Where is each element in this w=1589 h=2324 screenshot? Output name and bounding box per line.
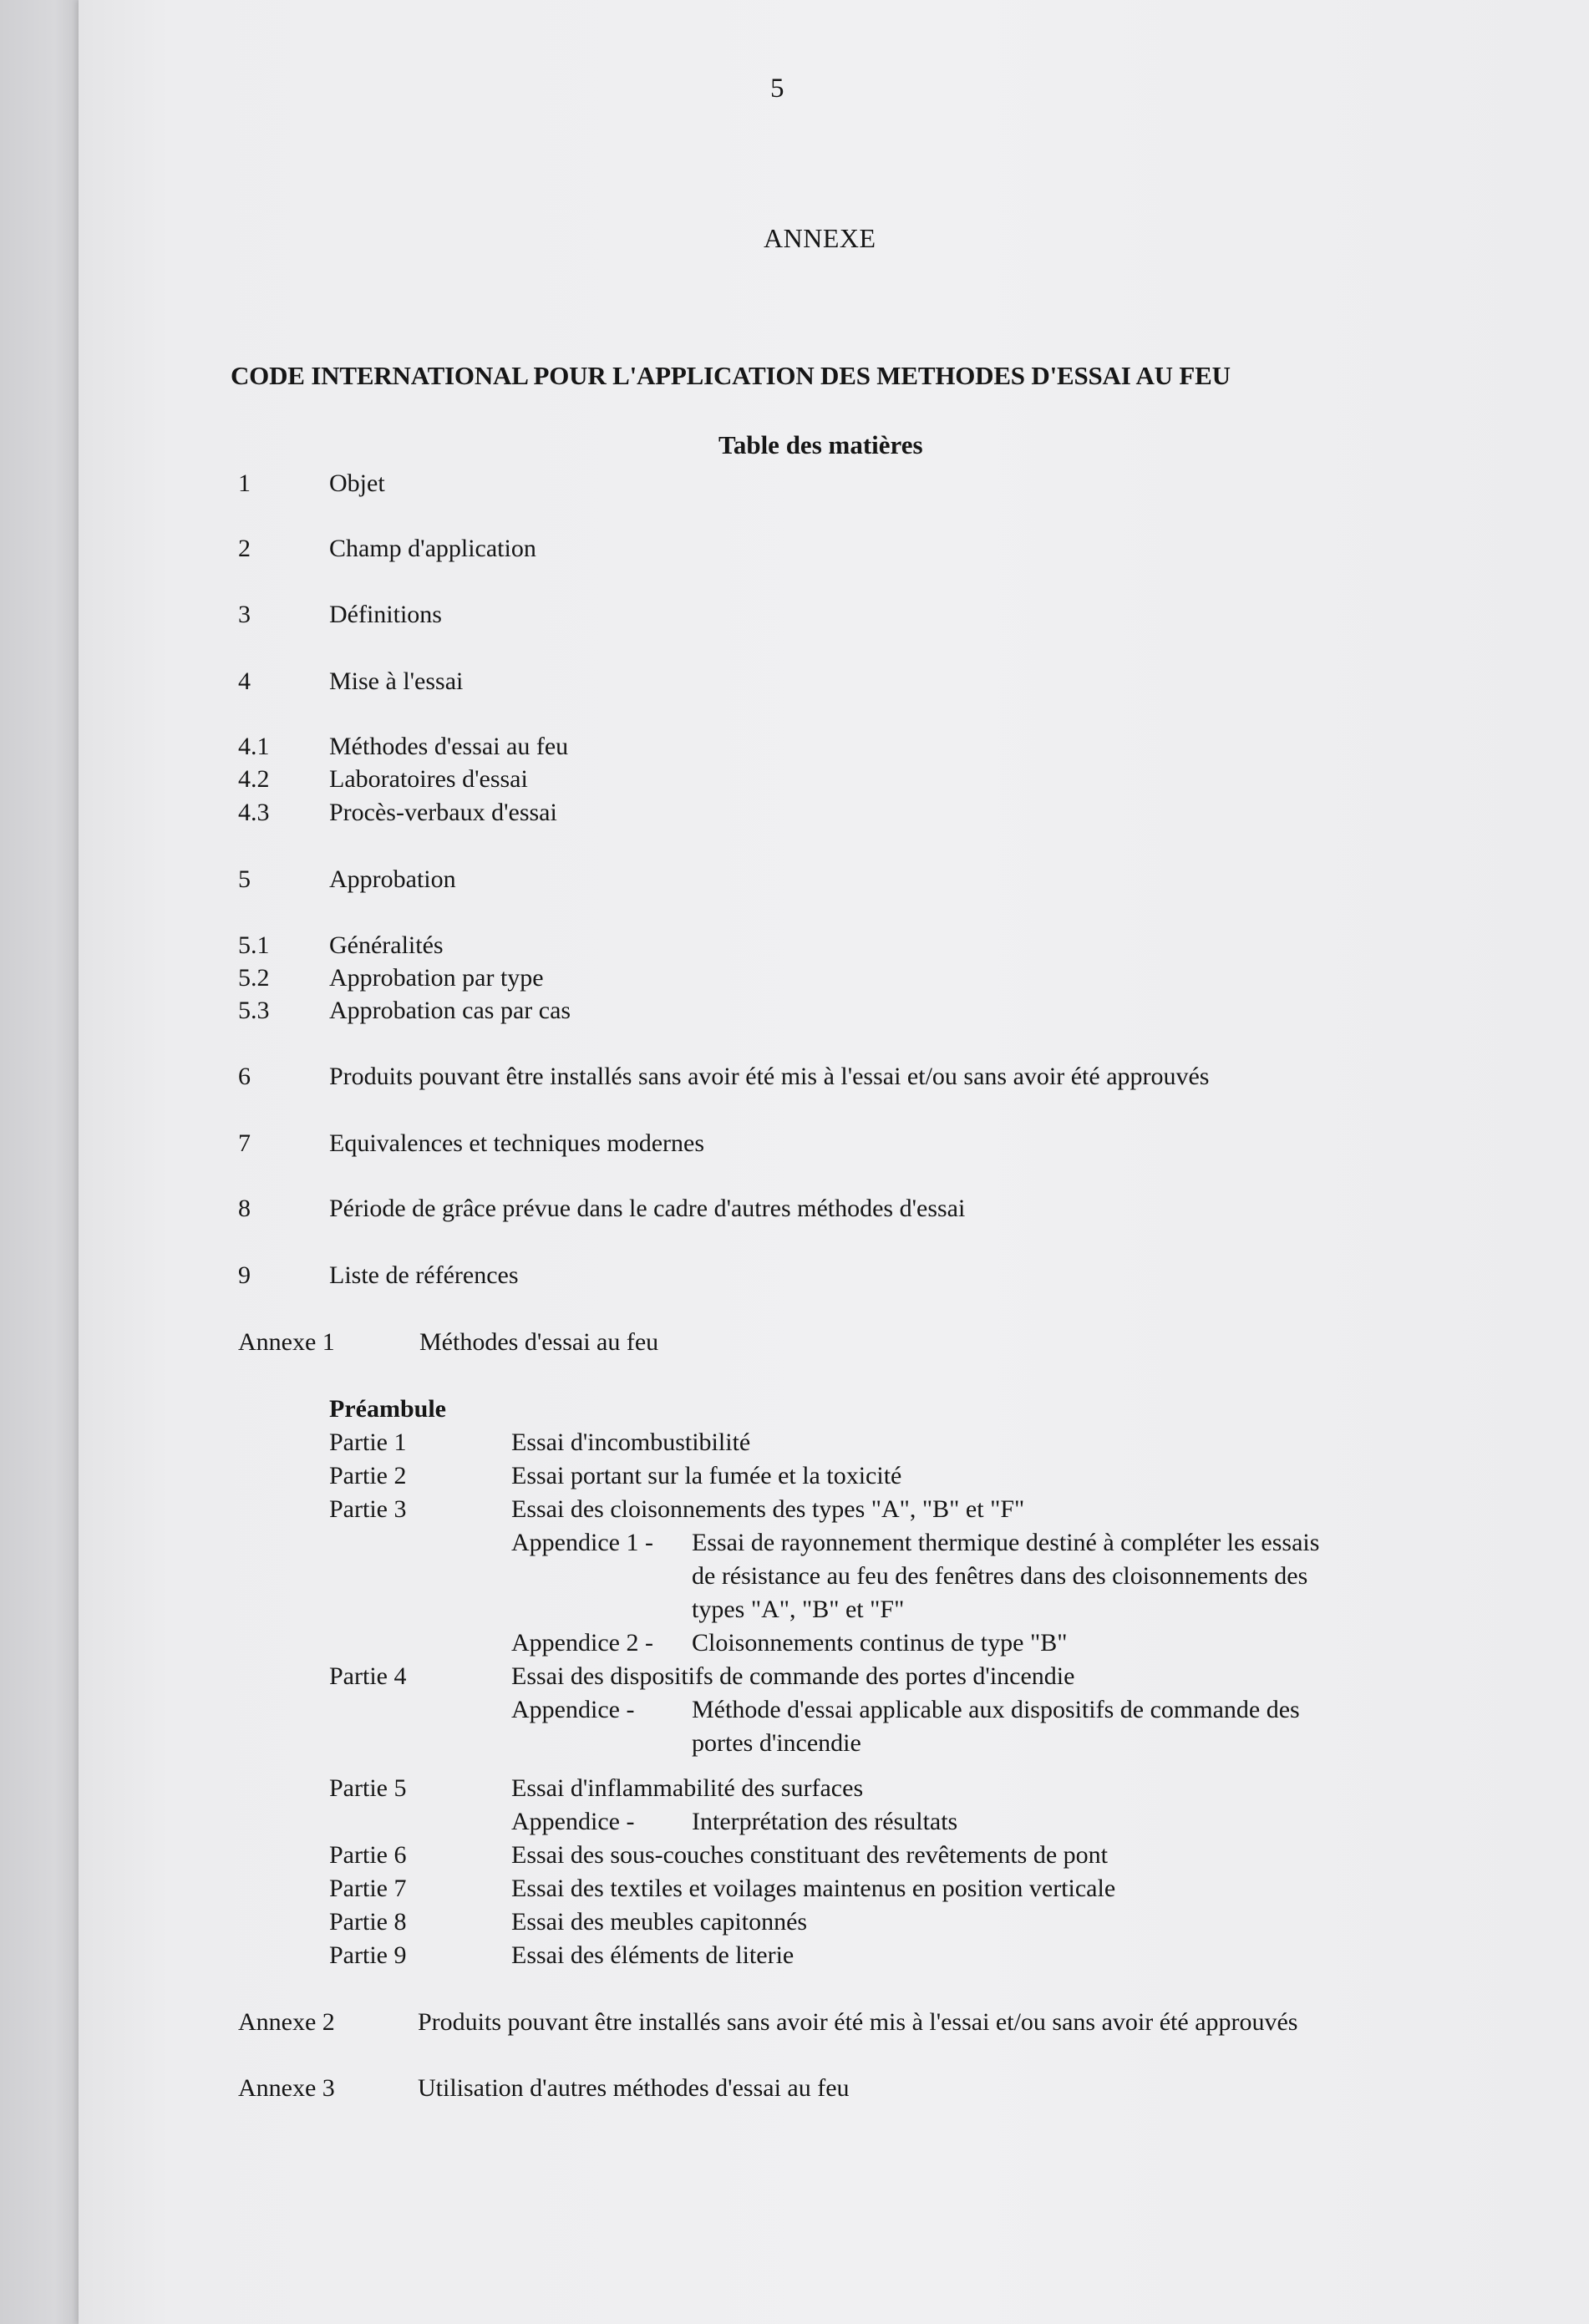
toc-number: 6: [238, 1063, 251, 1090]
annexe-3-title: Utilisation d'autres méthodes d'essai au feu: [418, 2074, 850, 2102]
toc-item-liste: Liste de références: [329, 1261, 519, 1289]
appendix-label: Appendice 1 -: [511, 1529, 653, 1556]
toc-number: 4.3: [238, 799, 270, 826]
part-label: Partie 5: [329, 1774, 407, 1802]
toc-item-approbation: Approbation: [329, 865, 456, 893]
toc-number: 3: [238, 601, 251, 628]
annexe-2-title: Produits pouvant être installés sans avoir été mis à l'essai et/ou sans avoir été approuvés: [418, 2008, 1298, 2036]
part-title: Essai des dispositifs de commande des portes d'incendie: [511, 1662, 1075, 1690]
part-label: Partie 2: [329, 1462, 407, 1489]
part-title: Essai portant sur la fumée et la toxicité: [511, 1462, 902, 1489]
part-title: Essai des textiles et voilages maintenus en position verticale: [511, 1875, 1116, 1902]
part-label: Partie 4: [329, 1662, 407, 1690]
annex-heading: ANNEXE: [764, 223, 876, 253]
toc-item-4-2: Laboratoires d'essai: [329, 765, 528, 793]
part-label: Partie 3: [329, 1495, 407, 1523]
toc-number: 9: [238, 1261, 251, 1289]
appendix-title-line: portes d'incendie: [692, 1729, 861, 1757]
toc-title: Table des matières: [718, 430, 923, 459]
toc-item-periode: Période de grâce prévue dans le cadre d'autres méthodes d'essai: [329, 1195, 966, 1222]
appendix-label: Appendice -: [511, 1808, 635, 1835]
appendix-title-line: types "A", "B" et "F": [692, 1596, 905, 1623]
appendix-title-line: de résistance au feu des fenêtres dans des cloisonnements des: [692, 1562, 1308, 1590]
toc-number: 8: [238, 1195, 251, 1222]
page-number: 5: [770, 74, 784, 104]
toc-item-produits: Produits pouvant être installés sans avoir été mis à l'essai et/ou sans avoir été approuvés: [329, 1063, 1210, 1090]
part-label: Partie 9: [329, 1941, 407, 1969]
preamble-heading: Préambule: [329, 1395, 446, 1423]
toc-number: 4: [238, 667, 251, 695]
toc-number: 2: [238, 535, 251, 562]
document-page: [79, 0, 1589, 2324]
part-label: Partie 1: [329, 1428, 407, 1456]
part-label: Partie 7: [329, 1875, 407, 1902]
appendix-title-line: Essai de rayonnement thermique destiné à compléter les essais: [692, 1529, 1320, 1556]
part-title: Essai des meubles capitonnés: [511, 1908, 808, 1936]
page-binding-edge: [0, 0, 79, 2324]
toc-item-equivalences: Equivalences et techniques modernes: [329, 1129, 705, 1157]
main-title: CODE INTERNATIONAL POUR L'APPLICATION DES METHODES D'ESSAI AU FEU: [231, 361, 1231, 390]
appendix-title: Cloisonnements continus de type "B": [692, 1629, 1068, 1657]
toc-item-5-3: Approbation cas par cas: [329, 997, 571, 1024]
toc-item-objet: Objet: [329, 469, 385, 497]
part-title: Essai d'inflammabilité des surfaces: [511, 1774, 864, 1802]
toc-number: 5.1: [238, 931, 270, 959]
appendix-title: Interprétation des résultats: [692, 1808, 958, 1835]
toc-item-definitions: Définitions: [329, 601, 442, 628]
toc-number: 5.3: [238, 997, 270, 1024]
part-title: Essai des cloisonnements des types "A", "B" et "F": [511, 1495, 1025, 1523]
toc-number: 4.2: [238, 765, 270, 793]
toc-item-4-3: Procès-verbaux d'essai: [329, 799, 557, 826]
annexe-1-title: Méthodes d'essai au feu: [419, 1328, 659, 1356]
toc-number: 5.2: [238, 964, 270, 992]
annexe-1-label: Annexe 1: [238, 1328, 335, 1356]
toc-number: 1: [238, 469, 251, 497]
toc-item-5-1: Généralités: [329, 931, 444, 959]
appendix-label: Appendice -: [511, 1696, 635, 1723]
toc-item-champ: Champ d'application: [329, 535, 536, 562]
part-title: Essai d'incombustibilité: [511, 1428, 751, 1456]
toc-item-mise: Mise à l'essai: [329, 667, 464, 695]
toc-number: 4.1: [238, 733, 270, 760]
annexe-2-label: Annexe 2: [238, 2008, 335, 2036]
part-title: Essai des sous-couches constituant des revêtements de pont: [511, 1841, 1108, 1869]
appendix-title-line: Méthode d'essai applicable aux dispositifs de commande des: [692, 1696, 1300, 1723]
part-label: Partie 6: [329, 1841, 407, 1869]
appendix-label: Appendice 2 -: [511, 1629, 653, 1657]
part-title: Essai des éléments de literie: [511, 1941, 794, 1969]
part-label: Partie 8: [329, 1908, 407, 1936]
toc-number: 5: [238, 865, 251, 893]
annexe-3-label: Annexe 3: [238, 2074, 335, 2102]
toc-item-5-2: Approbation par type: [329, 964, 544, 992]
toc-number: 7: [238, 1129, 251, 1157]
toc-item-4-1: Méthodes d'essai au feu: [329, 733, 569, 760]
